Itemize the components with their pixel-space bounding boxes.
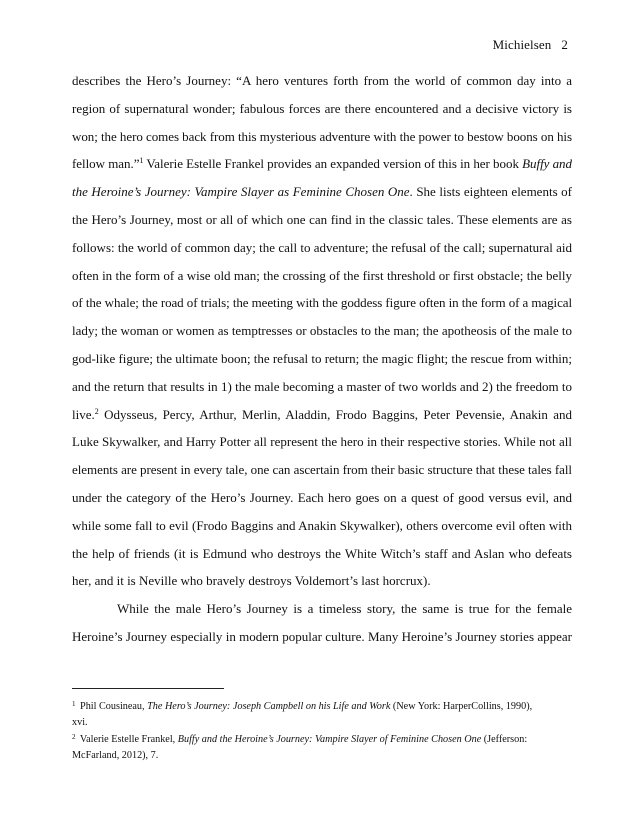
- footnote-continuation: McFarland, 2012), 7.: [72, 749, 159, 761]
- page-number: 2: [561, 37, 568, 52]
- footnote-number: 1: [72, 700, 76, 708]
- line-text: Luke Skywalker, and Harry Potter all represent the hero in their respective stories. While not all: [72, 434, 572, 450]
- header-author: Michielsen: [492, 37, 552, 52]
- footnote-continuation: xvi.: [72, 716, 88, 728]
- footnote-number: 2: [72, 733, 76, 741]
- line-text: Odysseus, Percy, Arthur, Merlin, Aladdin, Frodo Baggins, Peter Pevensie, Anakin and: [98, 406, 572, 422]
- line-text: the Hero’s Journey, most or all of which one can find in the classic tales. These elements are as: [72, 211, 572, 227]
- book-title: the Heroine’s Journey: Vampire Slayer as Feminine Chosen One: [72, 184, 410, 200]
- footnote-text: Phil Cousineau,: [77, 701, 148, 712]
- line-text: follows: the world of common day; the call to adventure; the refusal of the call; supernatural aid: [72, 239, 572, 255]
- text-line: [72, 234, 572, 262]
- text-line: [72, 428, 572, 456]
- text-line: [72, 67, 572, 95]
- line-text: fellow man.”: [72, 156, 140, 172]
- line-text: describes the Hero’s Journey: “A hero ventures forth from the world of common day into a: [72, 73, 572, 88]
- text-line: [72, 623, 572, 651]
- line-text: . She lists eighteen elements of: [409, 184, 572, 200]
- text-line: [72, 317, 572, 345]
- line-text: lady; the woman or women as temptresses or obstacles to the man; the apotheosis of the male to: [72, 323, 572, 339]
- line-text: region of supernatural wonder; fabulous forces are there encountered and a decisive victory is: [72, 100, 572, 116]
- line-text: While the male Hero’s Journey is a timeless story, the same is true for the female: [117, 601, 572, 617]
- line-text: [72, 150, 572, 178]
- paragraph-start-line: [72, 595, 572, 623]
- body-text: [72, 67, 572, 651]
- line-text: god-like figure; the ultimate boon; the refusal to return; the magic flight; the rescue from within;: [72, 350, 572, 366]
- running-header: [493, 37, 568, 53]
- text-line: [72, 345, 572, 373]
- footnote-ref: 1: [139, 156, 144, 166]
- line-text: Heroine’s Journey especially in modern popular culture. Many Heroine’s Journey stories appear: [72, 628, 572, 644]
- text-line: [72, 178, 572, 206]
- text-line: [72, 123, 572, 151]
- footnote: [72, 697, 572, 715]
- book-title: Buffy and: [522, 156, 572, 172]
- text-line: [72, 262, 572, 290]
- line-text: [72, 401, 572, 429]
- line-text: her, and it is Neville who bravely destroys Voldemort’s last horcrux).: [72, 573, 431, 589]
- text-line: [72, 401, 572, 429]
- footnote-ref: 2: [94, 406, 99, 416]
- footnote-divider: [72, 688, 224, 689]
- line-text: live.: [72, 406, 95, 422]
- line-text: elements are present in every tale, one can ascertain from their basic structure that these tales fall: [72, 462, 572, 478]
- line-text: of the whale; the road of trials; the meeting with the goddess figure often in the form of a magical: [72, 295, 572, 311]
- text-line: [72, 95, 572, 123]
- text-line: [72, 150, 572, 178]
- footnote-book-title: Buffy and the Heroine’s Journey: Vampire Slayer of Feminine Chosen One: [177, 734, 482, 745]
- footnote: [72, 730, 572, 748]
- text-line: [72, 206, 572, 234]
- text-line: [72, 567, 572, 595]
- text-line: [72, 289, 572, 317]
- footnote-text: Valerie Estelle Frankel,: [77, 734, 178, 745]
- line-text: Valerie Estelle Frankel provides an expanded version of this in her book: [143, 156, 523, 172]
- line-text: often in the form of a wise old man; the crossing of the first threshold or first obstacle; the belly: [72, 267, 572, 283]
- line-text: while some fall to evil (Frodo Baggins and Anakin Skywalker), others overcome evil often with: [72, 517, 572, 533]
- text-line: [72, 484, 572, 512]
- text-line: [72, 456, 572, 484]
- line-text: won; the hero comes back from this mysterious adventure with the power to bestow boons on his: [72, 128, 572, 144]
- text-line: [72, 512, 572, 540]
- footnote-book-title: The Hero’s Journey: Joseph Campbell on his Life and Work: [147, 701, 391, 712]
- line-text: the help of friends (it is Edmund who destroys the White Witch’s staff and Aslan who defeats: [72, 545, 572, 561]
- footnotes: [72, 697, 572, 763]
- footnote-text: (Jefferson:: [481, 734, 528, 745]
- text-line: [72, 373, 572, 401]
- footnote-text: (New York: HarperCollins, 1990),: [390, 701, 533, 712]
- line-text: and the return that results in 1) the male becoming a master of two worlds and 2) the freedom to: [72, 378, 572, 394]
- line-text: under the category of the Hero’s Journey. Each hero goes on a quest of good versus evil, and: [72, 489, 572, 505]
- text-line: [72, 540, 572, 568]
- line-text: [72, 178, 572, 206]
